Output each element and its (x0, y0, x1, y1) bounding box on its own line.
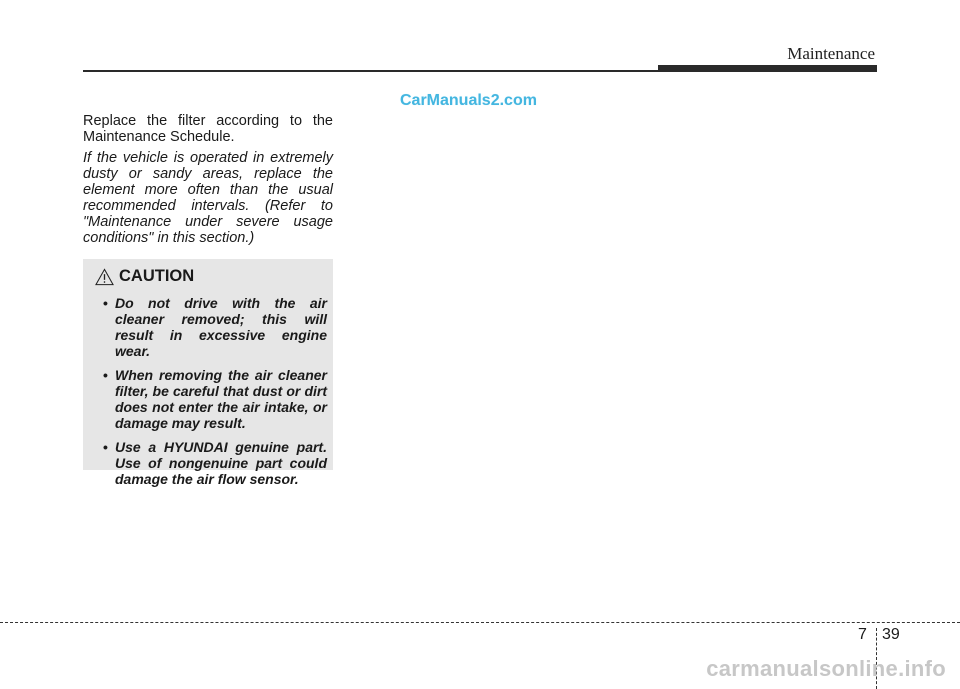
caution-item (93, 439, 327, 487)
caution-header (95, 267, 194, 286)
paragraph-replace-filter: Replace the filter according to the Maintenance Schedule. (83, 113, 333, 145)
watermark-bottom[interactable]: carmanualsonline.info (706, 656, 946, 681)
bullet-icon: • (103, 295, 108, 311)
header-rule-thin (83, 70, 661, 72)
caution-box (83, 259, 333, 487)
bullet-icon: • (103, 367, 108, 383)
header-rule-thick (658, 65, 877, 72)
page-number: 39 (882, 626, 900, 643)
watermark-top[interactable]: CarManuals2.com (400, 92, 537, 109)
caution-list (93, 295, 327, 495)
bullet-icon: • (103, 439, 108, 455)
warning-triangle-icon (95, 268, 114, 286)
caution-item (93, 295, 327, 359)
caution-title: CAUTION (119, 267, 195, 285)
caution-item-text: Do not drive with the air cleaner removed; this will result in excessive engine wear. (115, 295, 327, 359)
paragraph-dusty-conditions: If the vehicle is operated in extremely dusty or sandy areas, replace the element more often than the usual recommended intervals. (Refer to "Maintenance under severe usage conditions" in this section.) (83, 150, 333, 246)
caution-item-text: When removing the air cleaner filter, be careful that dust or dirt does not enter the air intake, or damage may result. (115, 367, 327, 431)
footer-dashed-rule (0, 622, 960, 623)
chapter-number: 7 (858, 626, 867, 643)
caution-item-text: Use a HYUNDAI genuine part. Use of nongenuine part could damage the air flow sensor. (115, 439, 327, 487)
caution-item (93, 367, 327, 431)
section-title: Maintenance (787, 44, 875, 63)
